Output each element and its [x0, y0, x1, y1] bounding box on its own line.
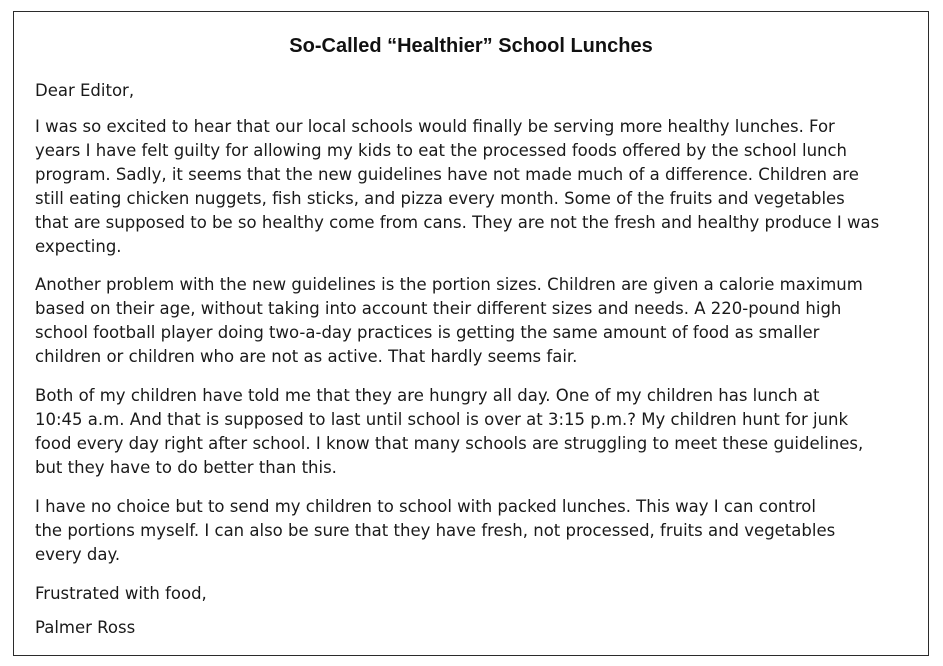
- signature: Palmer Ross: [35, 618, 136, 637]
- paragraph-line: but they have to do better than this.: [35, 458, 337, 477]
- paragraph-line: Another problem with the new guidelines is the portion sizes. Children are given a calorie maximum: [35, 275, 863, 294]
- paragraph-line: 10:45 a.m. And that is supposed to last until school is over at 3:15 p.m.? My children hunt for junk: [35, 410, 849, 429]
- paragraph-line: the portions myself. I can also be sure that they have fresh, not processed, fruits and vegetables: [35, 521, 836, 540]
- letter-box: [13, 11, 929, 656]
- paragraph-line: expecting.: [35, 237, 122, 256]
- paragraph-line: based on their age, without taking into account their different sizes and needs. A 220-pound high: [35, 299, 842, 318]
- paragraph-line: program. Sadly, it seems that the new guidelines have not made much of a difference. Children are: [35, 165, 859, 184]
- paragraph-2: [35, 273, 925, 369]
- paragraph-line: Both of my children have told me that they are hungry all day. One of my children has lunch at: [35, 386, 820, 405]
- paragraph-line: I was so excited to hear that our local schools would finally be serving more healthy lunches. For: [35, 117, 835, 136]
- paragraph-line: food every day right after school. I know that many schools are struggling to meet these guidelines,: [35, 434, 864, 453]
- paragraph-line: children or children who are not as active. That hardly seems fair.: [35, 347, 578, 366]
- salutation: Dear Editor,: [35, 81, 135, 100]
- paragraph-line: still eating chicken nuggets, fish sticks, and pizza every month. Some of the fruits and vegetables: [35, 189, 845, 208]
- closing: Frustrated with food,: [35, 584, 207, 603]
- letter-title: So-Called “Healthier” School Lunches: [289, 35, 653, 57]
- paragraph-line: every day.: [35, 545, 121, 564]
- paragraph-line: school football player doing two-a-day practices is getting the same amount of food as smaller: [35, 323, 820, 342]
- paragraph-line: that are supposed to be so healthy come from cans. They are not the fresh and healthy produce I was: [35, 213, 880, 232]
- paragraph-line: years I have felt guilty for allowing my kids to eat the processed foods offered by the school lunch: [35, 141, 848, 160]
- paragraph-3: [35, 384, 925, 480]
- paragraph-line: I have no choice but to send my children to school with packed lunches. This way I can control: [35, 497, 816, 516]
- paragraph-1: [35, 115, 925, 259]
- paragraph-4: [35, 495, 925, 567]
